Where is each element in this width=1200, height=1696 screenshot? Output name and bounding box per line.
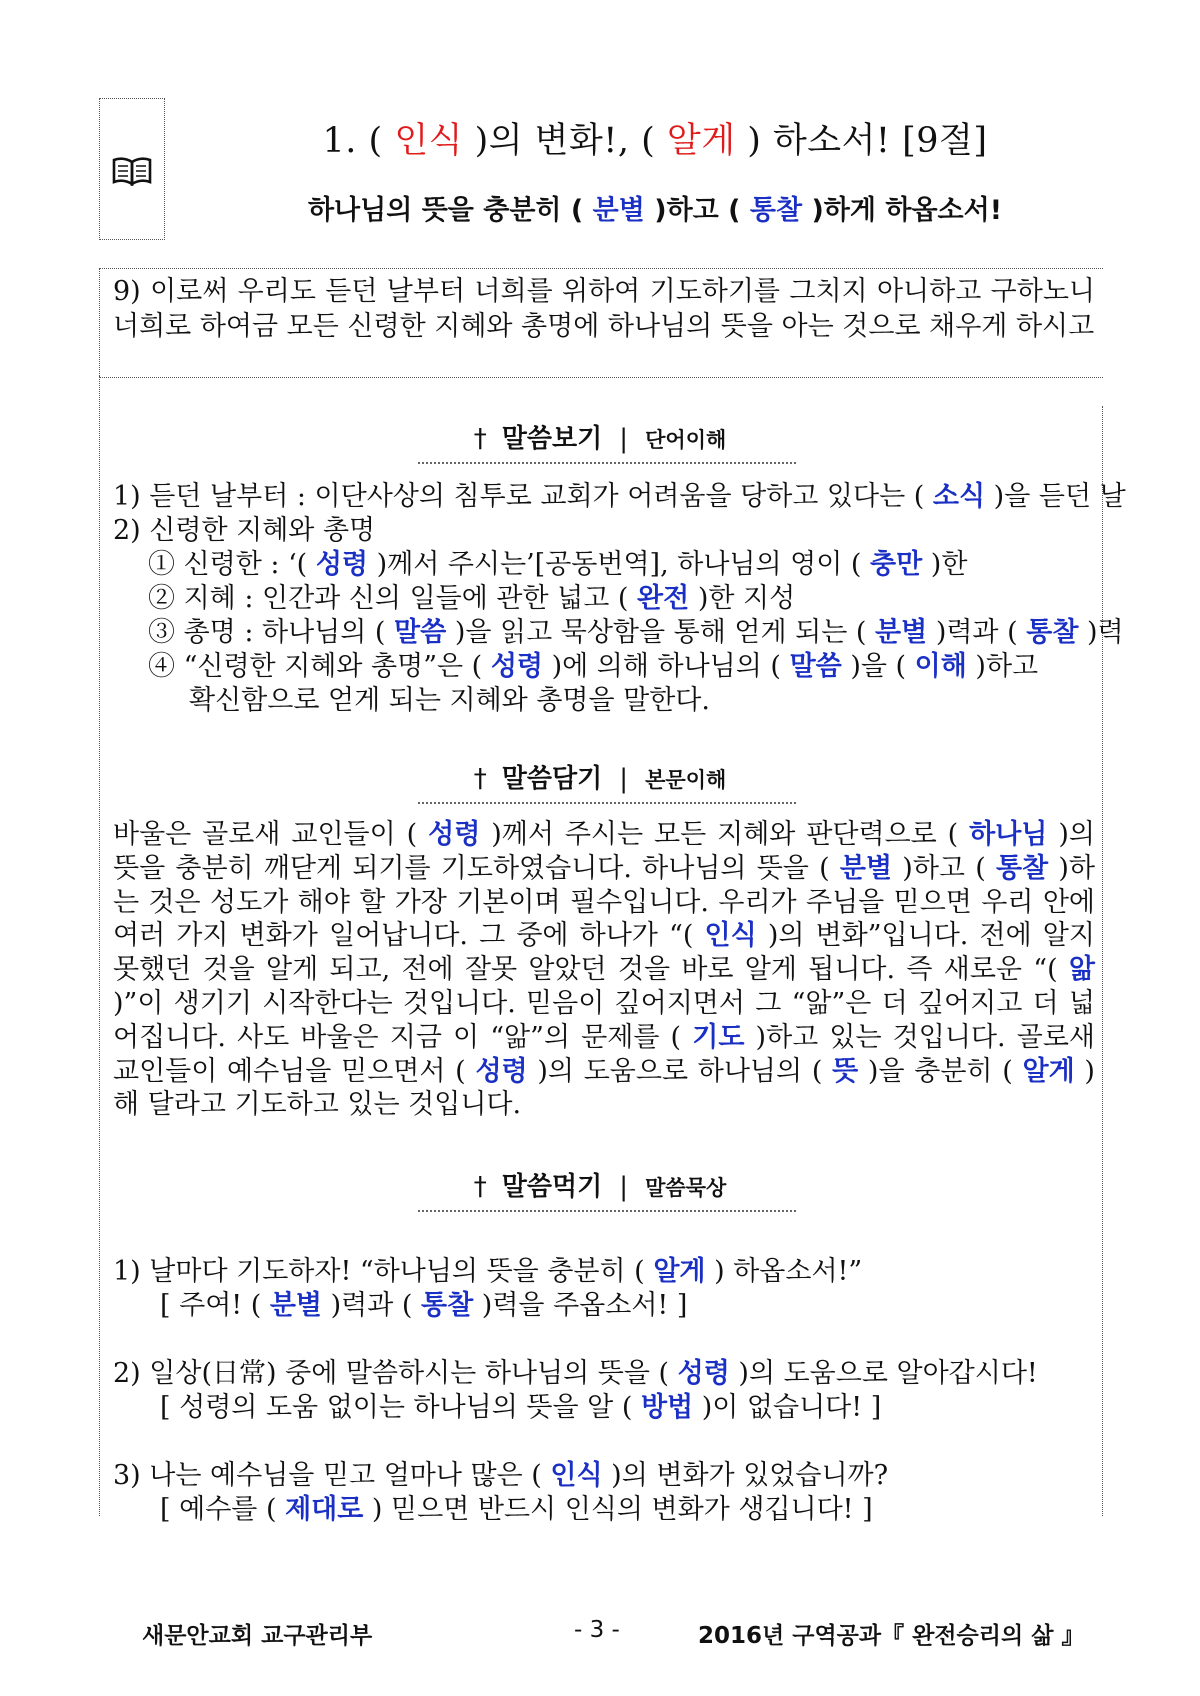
dotted-divider bbox=[418, 802, 796, 804]
item-keyword: 말씀 bbox=[789, 651, 842, 682]
item-text: )께서 주시는’[공동번역], 하나님의 영이 ( bbox=[376, 549, 862, 580]
item-text: )력과 ( bbox=[330, 1290, 413, 1321]
item-text: 1) 날마다 기도하자! “하나님의 뜻을 충분히 ( bbox=[113, 1256, 645, 1287]
meditation-answer-2 bbox=[160, 1391, 881, 1425]
para-keyword: 성령 bbox=[428, 819, 481, 850]
section-subtitle: 본문이해 bbox=[645, 768, 727, 792]
para-text: )을 충분히 ( bbox=[867, 1055, 1013, 1087]
item-text: 2) 일상(日常) 중에 말씀하시는 하나님의 뜻을 ( bbox=[113, 1358, 670, 1389]
item-text: ① 신령한 : ‘( bbox=[148, 549, 308, 580]
item-text: )을 읽고 묵상함을 통해 얻게 되는 ( bbox=[454, 617, 867, 648]
open-book-icon bbox=[112, 156, 152, 186]
para-keyword: 앎 bbox=[1068, 954, 1095, 986]
subtitle-text: )하고 ( bbox=[654, 195, 741, 226]
section-title: 말씀담기 bbox=[501, 764, 603, 794]
meditation-answer-3 bbox=[160, 1493, 873, 1527]
item-text: )이 없습니다! ] bbox=[701, 1392, 882, 1423]
separator: | bbox=[619, 764, 629, 794]
title-text: )의 변화!, ( bbox=[474, 121, 656, 161]
para-keyword: 성령 bbox=[475, 1055, 528, 1087]
title-text: 1. ( bbox=[322, 121, 383, 161]
item-keyword: 소식 bbox=[932, 481, 986, 512]
item-text: )력을 주옵소서! ] bbox=[481, 1290, 688, 1321]
cross-icon: † bbox=[473, 424, 487, 454]
para-text: ) 해 달라고 기도하고 있는 것입니다. bbox=[113, 1055, 1095, 1121]
item-keyword: 성령 bbox=[677, 1358, 730, 1389]
word-subitem-4-cont: 확신함으로 얻게 되는 지혜와 총명을 말한다. bbox=[189, 685, 710, 716]
meditation-question-2 bbox=[113, 1357, 1038, 1391]
meditation-answer-1 bbox=[160, 1289, 687, 1323]
item-keyword: 방법 bbox=[640, 1392, 694, 1423]
separator: | bbox=[619, 1172, 629, 1202]
word-subitem-3 bbox=[148, 616, 1124, 650]
para-keyword: 알게 bbox=[1022, 1055, 1075, 1087]
section-heading-word-view bbox=[0, 418, 1200, 455]
item-keyword: 분별 bbox=[269, 1290, 323, 1321]
para-text: )하고 ( bbox=[902, 852, 986, 884]
item-text: ② 지혜 : 인간과 신의 일들에 관한 넓고 ( bbox=[148, 583, 629, 614]
book-icon-box bbox=[99, 98, 165, 240]
para-text: )하는 것은 성도가 해야 할 가장 기본이며 필수입니다. 우리가 주님을 믿으면 우리 안에 여러 가지 변화가 일어납니다. 그 중에 하나가 “( bbox=[113, 852, 1095, 952]
item-text: )에 의해 하나님의 ( bbox=[551, 651, 781, 682]
item-keyword: 알게 bbox=[653, 1256, 706, 1287]
title-keyword: 알게 bbox=[666, 121, 736, 161]
para-text: )”이 생기기 시작한다는 것입니다. 믿음이 깊어지면서 그 “앎”은 더 깊어지고 더 넓어집니다. 사도 바울은 지금 이 “앎”의 문제를 ( bbox=[113, 987, 1095, 1053]
item-text: 1) 듣던 날부터 : 이단사상의 침투로 교회가 어려움을 당하고 있다는 ( bbox=[113, 481, 925, 512]
item-keyword: 이해 bbox=[914, 651, 967, 682]
para-text: )의 변화”입니다. 전에 알지 못했던 것을 알게 되고, 전에 잘못 알았던 것을 바로 알게 됩니다. 즉 새로운 “( bbox=[113, 920, 1095, 986]
left-divider bbox=[99, 376, 100, 1516]
para-text: )께서 주시는 모든 지혜와 판단력으로 ( bbox=[491, 819, 959, 850]
para-text: )의 도움으로 하나님의 ( bbox=[537, 1055, 823, 1087]
para-keyword: 분별 bbox=[839, 852, 893, 884]
item-text: [ 성령의 도움 없이는 하나님의 뜻을 알 ( bbox=[160, 1392, 633, 1423]
item-keyword: 성령 bbox=[490, 651, 543, 682]
para-keyword: 뜻 bbox=[832, 1055, 859, 1087]
item-text: ) 하옵소서!” bbox=[714, 1256, 863, 1287]
item-keyword: 인식 bbox=[550, 1460, 603, 1491]
word-item-1 bbox=[113, 480, 1126, 514]
subtitle-text: 하나님의 뜻을 충분히 ( bbox=[307, 195, 584, 226]
item-keyword: 통찰 bbox=[1026, 617, 1079, 648]
word-subitem-1 bbox=[148, 548, 967, 582]
word-subitem-2 bbox=[148, 582, 795, 616]
item-text: )을 듣던 날 bbox=[993, 481, 1126, 512]
commentary-paragraph bbox=[113, 818, 1095, 1122]
item-text: )의 변화가 있었습니까? bbox=[611, 1460, 889, 1491]
meditation-question-3 bbox=[113, 1459, 888, 1493]
title-keyword: 인식 bbox=[394, 121, 463, 161]
item-keyword: 분별 bbox=[875, 617, 928, 648]
para-keyword: 하나님 bbox=[969, 819, 1048, 850]
footer-series-title: 2016년 구역공과『 완전승리의 삶 』 bbox=[698, 1623, 1085, 1649]
section-heading-meditation bbox=[0, 1166, 1200, 1203]
cross-icon: † bbox=[473, 764, 487, 794]
subtitle-keyword: 분별 bbox=[592, 195, 645, 226]
para-keyword: 기도 bbox=[692, 1021, 745, 1053]
lesson-title bbox=[170, 113, 1140, 163]
section-subtitle: 말씀묵상 bbox=[645, 1176, 727, 1200]
item-text: )력과 ( bbox=[935, 617, 1018, 648]
lesson-subtitle bbox=[170, 188, 1140, 227]
section-subtitle: 단어이해 bbox=[645, 428, 727, 452]
item-text: )한 지성 bbox=[697, 583, 796, 614]
item-text: ③ 총명 : 하나님의 ( bbox=[148, 617, 386, 648]
subtitle-keyword: 통찰 bbox=[749, 195, 803, 226]
para-text: 바울은 골로새 교인들이 ( bbox=[113, 819, 418, 850]
scripture-verse: 9) 이로써 우리도 듣던 날부터 너희를 위하여 기도하기를 그치지 아니하고 구하노니 너희로 하여금 모든 신령한 지혜와 총명에 하나님의 뜻을 아는 것으로 채우게 하시고 bbox=[113, 276, 1095, 342]
item-text: [ 예수를 ( bbox=[160, 1494, 277, 1525]
section-heading-text-understanding bbox=[0, 758, 1200, 795]
item-keyword: 완전 bbox=[637, 583, 690, 614]
item-text: )하고 bbox=[975, 651, 1039, 682]
meditation-question-1 bbox=[113, 1255, 862, 1289]
dotted-divider bbox=[418, 1210, 796, 1212]
page-number: - 3 - bbox=[574, 1617, 620, 1643]
para-keyword: 인식 bbox=[704, 920, 757, 952]
dotted-divider bbox=[418, 462, 796, 464]
subtitle-text: )하게 하옵소서! bbox=[811, 195, 1003, 226]
word-subitem-4 bbox=[148, 650, 1038, 684]
cross-icon: † bbox=[473, 1172, 487, 1202]
footer-organization: 새문안교회 교구관리부 bbox=[142, 1623, 373, 1649]
item-keyword: 제대로 bbox=[285, 1494, 364, 1525]
word-item-2: 2) 신령한 지혜와 총명 bbox=[113, 515, 376, 546]
item-text: 3) 나는 예수님을 믿고 얼마나 많은 ( bbox=[113, 1460, 542, 1491]
item-keyword: 통찰 bbox=[421, 1290, 474, 1321]
item-text: )의 도움으로 알아갑시다! bbox=[738, 1358, 1038, 1389]
item-text: ) 믿으면 반드시 인식의 변화가 생깁니다! ] bbox=[371, 1494, 873, 1525]
right-divider bbox=[1102, 406, 1103, 1516]
item-keyword: 성령 bbox=[315, 549, 368, 580]
item-text: )을 ( bbox=[850, 651, 907, 682]
separator: | bbox=[619, 424, 629, 454]
item-text: [ 주여! ( bbox=[160, 1290, 262, 1321]
section-title: 말씀먹기 bbox=[501, 1172, 603, 1202]
para-text: )의 뜻을 충분히 깨닫게 되기를 기도하였습니다. 하나님의 뜻을 ( bbox=[113, 819, 1095, 884]
para-keyword: 통찰 bbox=[995, 852, 1049, 884]
item-keyword: 충만 bbox=[870, 549, 923, 580]
item-text: )력 bbox=[1087, 617, 1124, 648]
item-keyword: 말씀 bbox=[394, 617, 447, 648]
title-text: ) 하소서! [9절] bbox=[747, 121, 988, 161]
para-text: )하고 있는 것입니다. 골로새 교인들이 예수님을 믿으면서 ( bbox=[113, 1021, 1095, 1087]
section-title: 말씀보기 bbox=[501, 424, 603, 454]
item-text: )한 bbox=[930, 549, 968, 580]
item-text: ④ “신령한 지혜와 총명”은 ( bbox=[148, 651, 483, 682]
